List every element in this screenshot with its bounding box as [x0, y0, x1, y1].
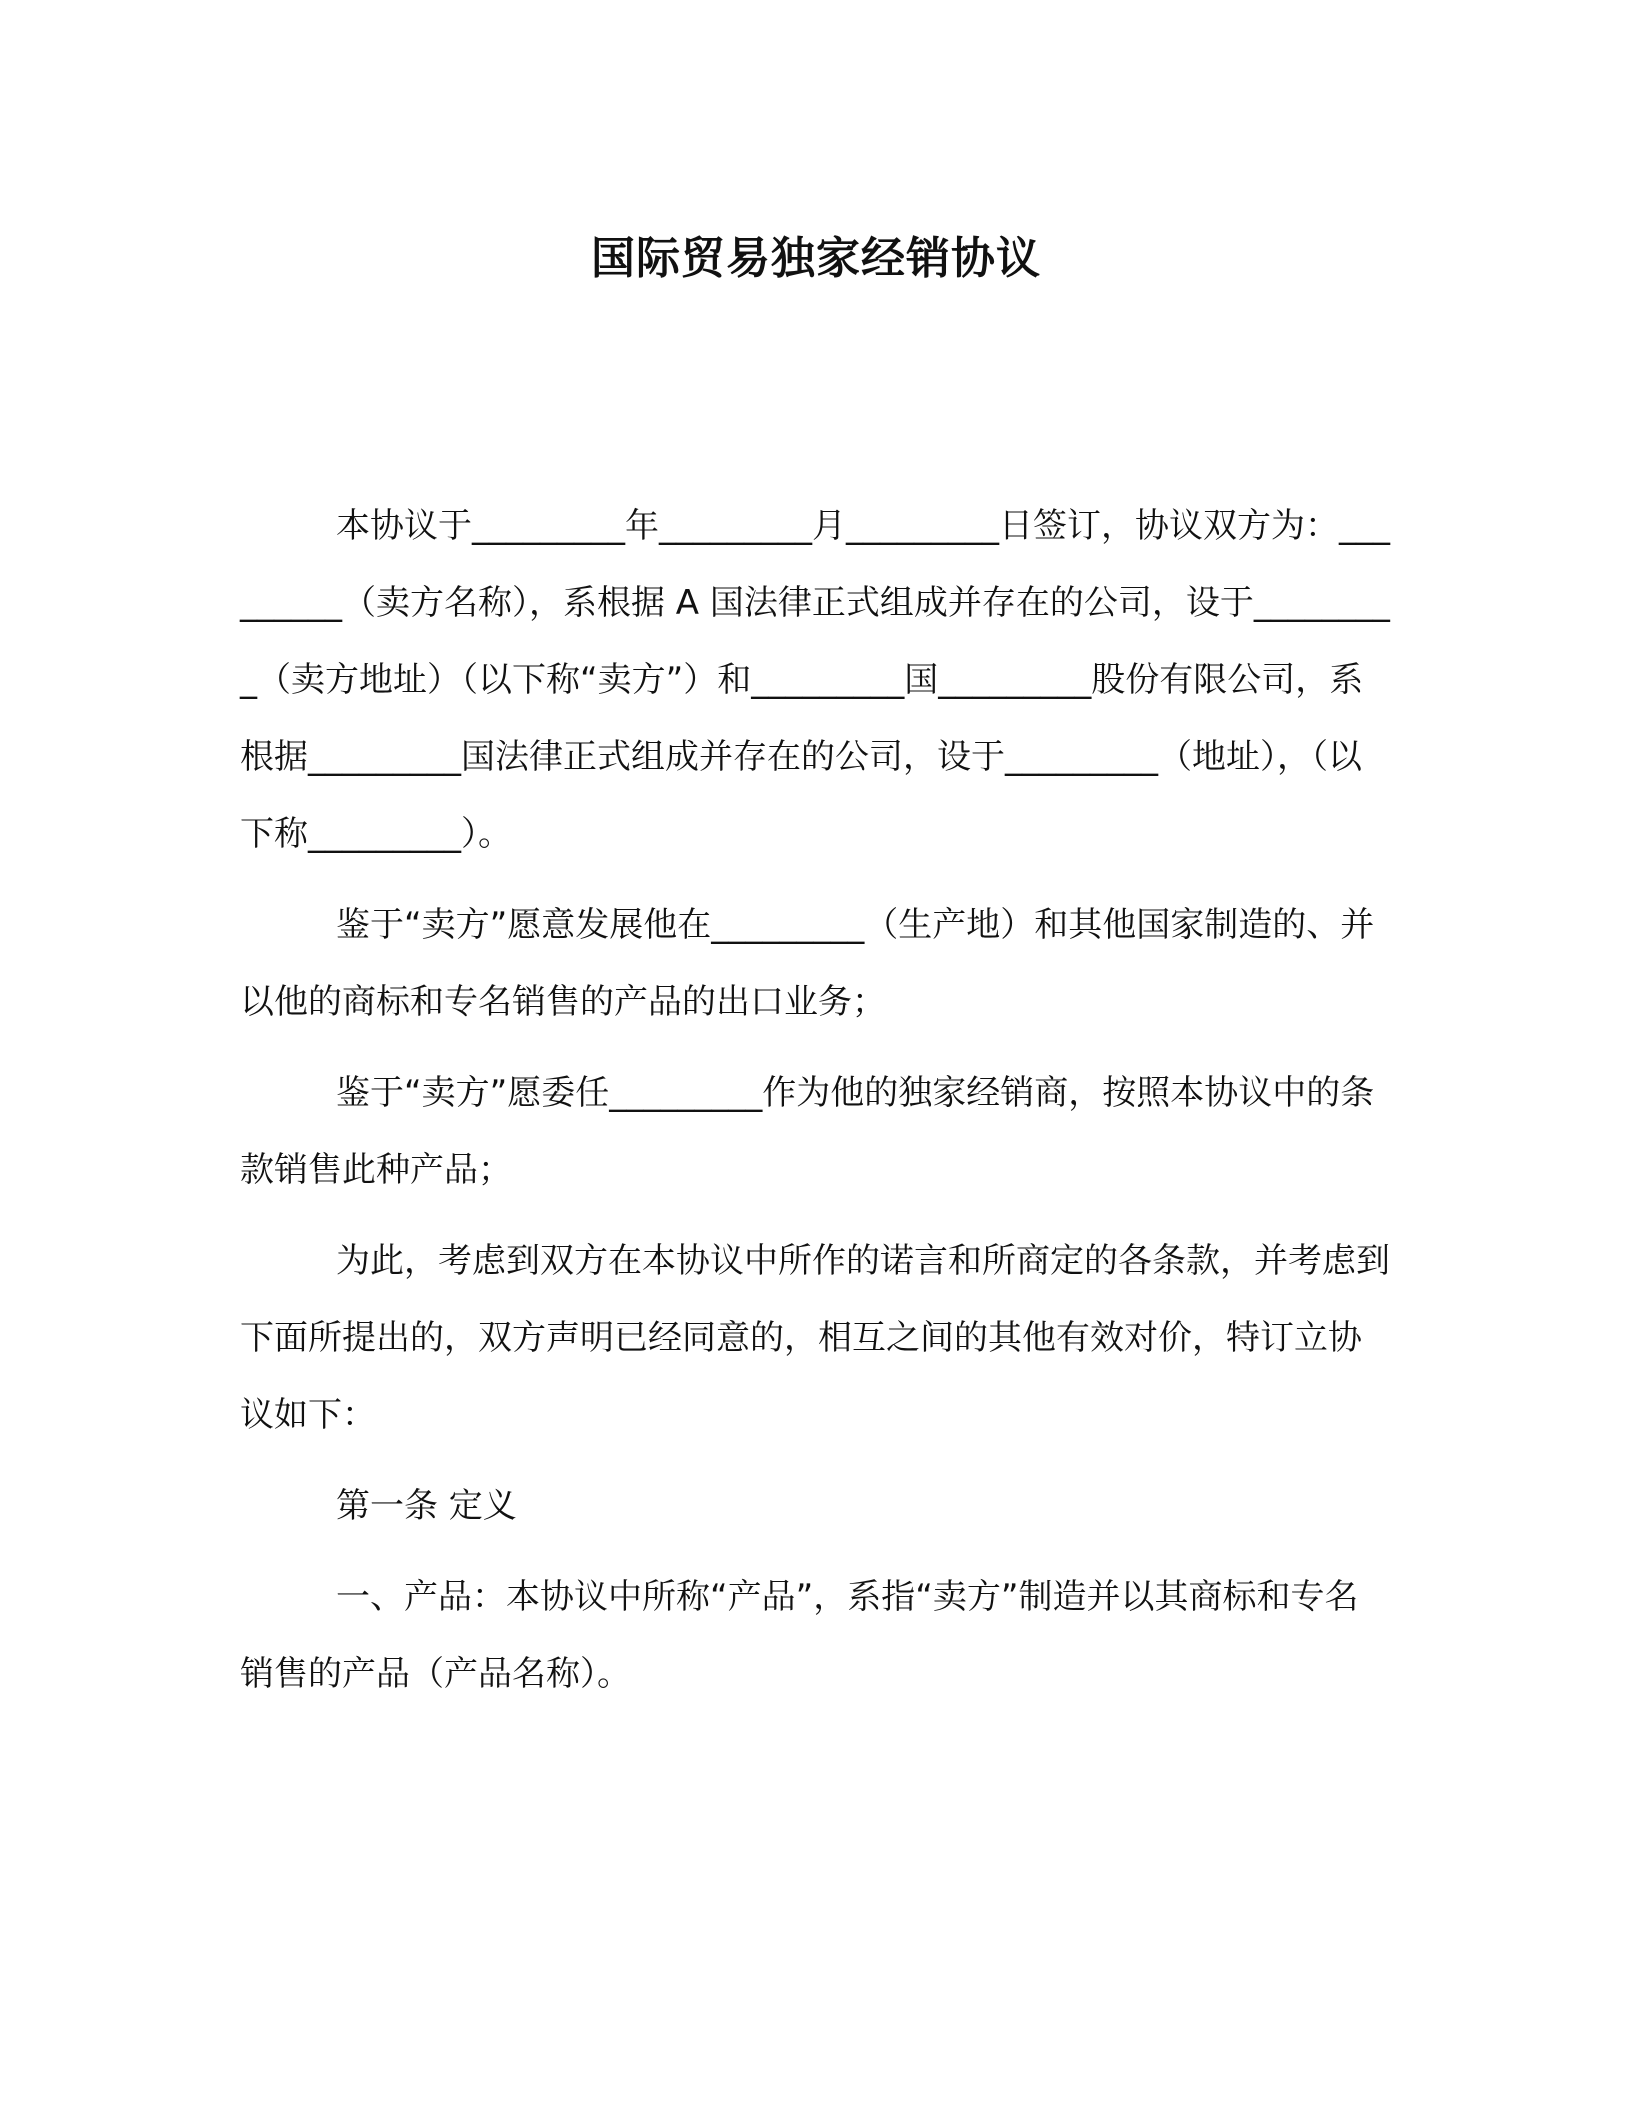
article-heading: 第一条 定义: [336, 1486, 517, 1526]
paragraph-parties: 本协议于_________年_________月_________日签订，协议双方为：_________（卖方名称），系根据 A 国法律正式组成并存在的公司，设于_________（卖方地址）（以下称“卖方”）和_________国_________股份有限公司，系根据_________国法律正式组成并存在的公司，设于_________（地址），（以下称_________）。: [240, 506, 1390, 854]
paragraph-consideration: 为此，考虑到双方在本协议中所作的诺言和所商定的各条款，并考虑到下面所提出的，双方声明已经同意的，相互之间的其他有效对价，特订立协议如下：: [240, 1241, 1390, 1435]
document-title: 国际贸易独家经销协议: [591, 233, 1041, 284]
paragraph-whereas-appoint: 鉴于“卖方”愿委任_________作为他的独家经销商，按照本协议中的条款销售此种产品；: [240, 1073, 1375, 1190]
document-body: [240, 488, 1390, 1727]
paragraph-definition-product: 一、产品：本协议中所称“产品”，系指“卖方”制造并以其商标和专名销售的产品（产品名称）。: [240, 1577, 1359, 1694]
paragraph-whereas-export: 鉴于“卖方”愿意发展他在_________（生产地）和其他国家制造的、并以他的商标和专名销售的产品的出口业务；: [240, 905, 1375, 1022]
